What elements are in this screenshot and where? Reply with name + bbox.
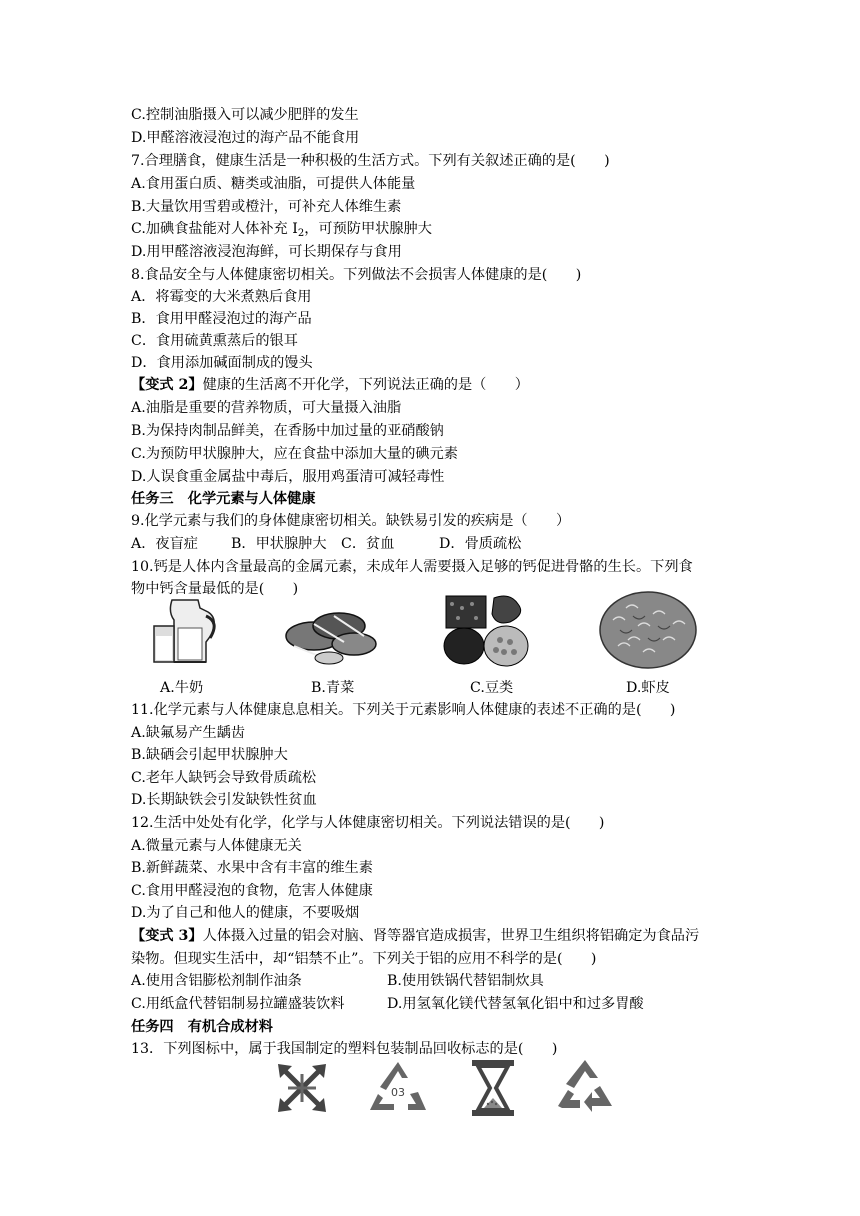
shrimp-skin-image: [598, 590, 698, 670]
question-7-option-a: A.食用蛋白质、糖类或油脂，可提供人体能量: [131, 176, 416, 192]
question-11-option-d: D.长期缺铁会引发缺铁性贫血: [131, 792, 317, 808]
crossed-arrows-icon: [276, 1062, 328, 1114]
question-11-option-c: C.老年人缺钙会导致骨质疏松: [131, 770, 317, 786]
beans-image: [440, 592, 532, 670]
question-8-option-c: C．食用硫黄熏蒸后的银耳: [131, 333, 298, 349]
question-13: 13．下列图标中，属于我国制定的塑料包装制品回收标志的是( ): [131, 1041, 558, 1057]
question-8-option-b: B．食用甲醛浸泡过的海产品: [131, 311, 312, 327]
variant-3-text: 人体摄入过量的铝会对脑、肾等器官造成损害，世界卫生组织将铝确定为食品污: [202, 928, 700, 944]
variant-3-line-2: 染物。但现实生活中，却“铝禁不止”。下列关于铝的应用不科学的是( ): [131, 951, 597, 967]
variant-3-line-1: [131, 925, 751, 947]
variant-2-tag: 【变式 2】: [131, 377, 203, 393]
variant-3-tag: 【变式 3】: [131, 928, 203, 944]
task-3-heading: 任务三 化学元素与人体健康: [131, 491, 316, 507]
question-10-line-2: 物中钙含量最低的是( ): [131, 581, 299, 597]
option-c-beans-caption: C.豆类: [470, 680, 514, 696]
question-7-option-b: B.大量饮用雪碧或橙汁，可补充人体维生素: [131, 199, 402, 215]
option-d-shrimp-caption: D.虾皮: [626, 680, 670, 696]
question-9-option-b: B．甲状腺肿大: [231, 536, 327, 552]
question-9: 9.化学元素与我们的身体健康密切相关。缺铁易引发的疾病是（ ）: [131, 513, 571, 529]
greens-image: [284, 596, 379, 668]
question-8-option-a: A．将霉变的大米煮熟后食用: [131, 289, 312, 305]
question-9-option-d: D．骨质疏松: [439, 536, 522, 552]
hourglass-icon: [470, 1058, 516, 1118]
question-9-option-a: A．夜盲症: [131, 536, 198, 552]
variant-2-text: 健康的生活离不开化学，下列说法正确的是（ ）: [202, 377, 529, 393]
variant-3-option-b: B.使用铁锅代替铝制炊具: [387, 973, 544, 989]
recycle-arrows-icon: [556, 1058, 614, 1114]
question-10-line-1: 10.钙是人体内含量最高的金属元素，未成年人需要摄入足够的钙促进骨骼的生长。下列食: [131, 559, 693, 575]
q7c-text-end: ，可预防甲状腺肿大: [304, 221, 432, 237]
recycle-triangle-03-icon: [368, 1060, 428, 1116]
question-12-option-d: D.为了自己和他人的健康，不要吸烟: [131, 905, 360, 921]
question-7-option-d: D.用甲醛溶液浸泡海鲜，可长期保存与食用: [131, 244, 402, 260]
variant-3-option-c: C.用纸盒代替铝制易拉罐盛装饮料: [131, 996, 345, 1012]
question-12-option-a: A.微量元素与人体健康无关: [131, 838, 302, 854]
question-8-option-d: D．食用添加碱面制成的馒头: [131, 355, 313, 371]
task-4-heading: 任务四 有机合成材料: [131, 1019, 273, 1035]
option-c-fat: C.控制油脂摄入可以减少肥胖的发生: [131, 107, 359, 123]
question-11: 11.化学元素与人体健康息息相关。下列关于元素影响人体健康的表述不正确的是( ): [131, 702, 676, 718]
question-9-option-c: C．贫血: [341, 536, 395, 552]
variant-2: [131, 374, 751, 396]
question-12-option-b: B.新鲜蔬菜、水果中含有丰富的维生素: [131, 860, 373, 876]
variant-3-option-d: D.用氢氧化镁代替氢氧化铝中和过多胃酸: [387, 996, 644, 1012]
variant-3-option-a: A.使用含铝膨松剂制作油条: [131, 973, 302, 989]
variant-2-option-c: C.为预防甲状腺肿大，应在食盐中添加大量的碘元素: [131, 446, 458, 462]
variant-2-option-d: D.人误食重金属盐中毒后，服用鸡蛋清可减轻毒性: [131, 469, 445, 485]
question-11-option-a: A.缺氟易产生龋齿: [131, 725, 246, 741]
option-d-formaldehyde: D.甲醛溶液浸泡过的海产品不能食用: [131, 130, 360, 146]
q7c-text: C.加碘食盐能对人体补充 I: [131, 221, 298, 237]
option-b-greens-caption: B.青菜: [311, 680, 355, 696]
recycle-number-label: 03: [391, 1086, 405, 1099]
question-7: 7.合理膳食，健康生活是一种积极的生活方式。下列有关叙述正确的是( ): [131, 153, 610, 169]
q7c-subscript: 2: [297, 228, 305, 239]
option-a-milk-caption: A.牛奶: [160, 680, 204, 696]
question-11-option-b: B.缺硒会引起甲状腺肿大: [131, 747, 288, 763]
milk-image: [150, 590, 230, 670]
question-8: 8.食品安全与人体健康密切相关。下列做法不会损害人体健康的是( ): [131, 267, 582, 283]
variant-2-option-a: A.油脂是重要的营养物质，可大量摄入油脂: [131, 400, 402, 416]
variant-2-option-b: B.为保持肉制品鲜美，在香肠中加过量的亚硝酸钠: [131, 423, 444, 439]
question-12: 12.生活中处处有化学，化学与人体健康密切相关。下列说法错误的是( ): [131, 815, 605, 831]
question-12-option-c: C.食用甲醛浸泡的食物，危害人体健康: [131, 883, 373, 899]
